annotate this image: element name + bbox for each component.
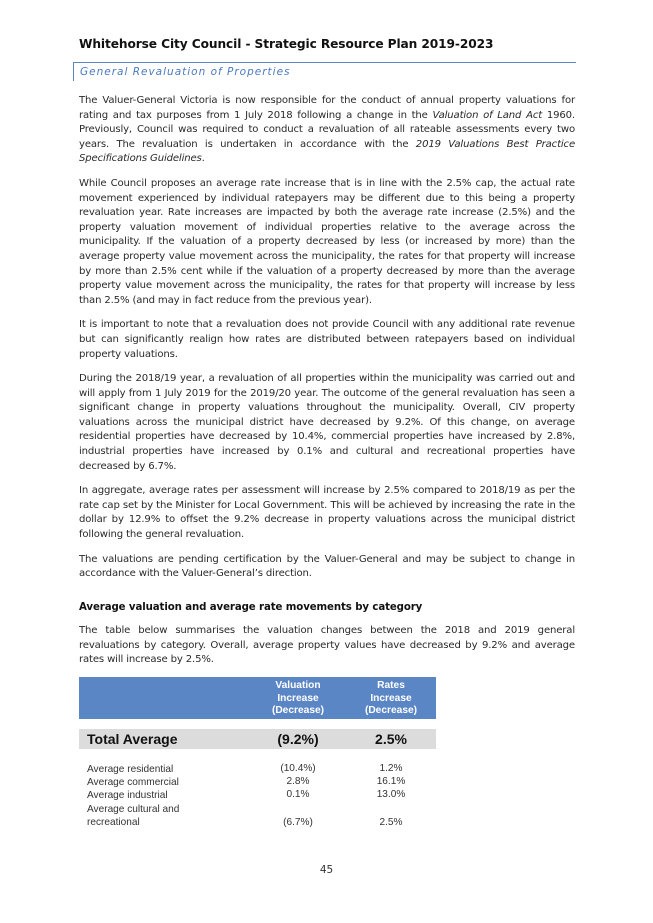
table-header-row	[79, 677, 436, 719]
section-title: General Revaluation of Properties	[80, 66, 291, 78]
row-valuation: (10.4%)	[280, 763, 316, 774]
valuation-header-line: Valuation	[275, 680, 321, 691]
page-header-title: Whitehorse City Council - Strategic Resource Plan 2019-2023	[79, 37, 494, 51]
valuation-header-line: Increase	[277, 692, 319, 704]
paragraph-6: The valuations are pending certification by the Valuer-General and may be subject to change in accordance with the Valuer-General’s direction.	[79, 553, 575, 580]
table-intro-text: The table below summarises the valuation changes between the 2018 and 2019 general revaluations by category. Overall, average property values have decreased by 9.2% and average rates will increase by 2.5%.	[79, 625, 575, 666]
row-valuation: (6.7%)	[283, 817, 313, 828]
row-valuation: 2.8%	[286, 776, 310, 787]
total-average-rates: 2.5%	[375, 731, 407, 747]
row-label: Average cultural and recreational	[87, 804, 180, 829]
paragraph-1-guidelines-name: 2019 Valuations Best Practice Specifications Guidelines	[79, 138, 575, 165]
table-subheading: Average valuation and average rate movements by category	[79, 602, 423, 613]
row-label: Average commercial	[87, 777, 179, 788]
paragraph-1-text-e: .	[201, 153, 205, 165]
rates-header-line: (Decrease)	[364, 705, 418, 716]
rates-header-line: Increase	[370, 692, 412, 704]
paragraph-1	[79, 94, 575, 167]
total-average-row	[79, 729, 436, 749]
paragraph-3: It is important to note that a revaluation does not provide Council with any additional rate revenue but can significantly realign how rates are distributed between ratepayers based on individual property valuations.	[79, 319, 575, 360]
row-rates: 13.0%	[376, 789, 406, 800]
row-label: Average industrial	[87, 790, 168, 801]
paragraph-2: While Council proposes an average rate increase that is in line with the 2.5% cap, the actual rate movement experienced by individual ratepayers may be different due to this being a property revaluation year. Rate increases are impacted by both the average rate increase (2.5%) and the property valuation movement of individual properties relative to the average across the municipality. If the valuation of a property decreased by less (or increased by more) than the average property value movement across the municipality, the rates for that property will increase by more than 2.5% cent while if the valuation of a property decreased by more than the average property value movement across the municipality, the rates for that property will increase by less than 2.5% (and may in fact reduce from the previous year).	[79, 177, 575, 306]
paragraph-5: In aggregate, average rates per assessment will increase by 2.5% compared to 2018/19 as per the rate cap set by the Minister for Local Government. This will be achieved by increasing the rate in the dollar by 12.9% to offset the 9.2% decrease in property valuations across the municipal district following the general revaluation.	[79, 485, 575, 541]
total-average-label: Total Average	[87, 731, 178, 747]
paragraph-1-text-c: 1960. Previously, Council was required to conduct a revaluation of all rateable assessments every two years. The revaluation is undertaken in accordance with the	[79, 109, 575, 150]
body-text	[79, 94, 575, 592]
page-number: 45	[319, 864, 334, 876]
row-rates: 2.5%	[379, 817, 403, 828]
paragraph-1-act-name: Valuation of Land Act	[432, 109, 543, 121]
rates-column-header	[355, 680, 427, 718]
row-rates: 16.1%	[376, 776, 406, 787]
section-heading-box	[73, 62, 576, 81]
row-valuation: 0.1%	[286, 789, 310, 800]
valuation-header-line: (Decrease)	[271, 705, 325, 716]
rates-header-line: Rates	[377, 680, 405, 691]
row-label: Average residential	[87, 764, 174, 775]
paragraph-1-text-a: The Valuer-General Victoria is now responsible for the conduct of annual property valuations for rating and tax purposes from 1 July 2018 following a change in the	[79, 95, 575, 121]
paragraph-4: During the 2018/19 year, a revaluation of all properties within the municipality was carried out and will apply from 1 July 2019 for the 2019/20 year. The outcome of the general revaluation has seen a significant change in property valuations throughout the municipality. Overall, CIV property valuations across the municipal district have decreased by 9.2%. Of this change, on average residential properties have decreased by 10.4%, commercial properties have increased by 2.8%, industrial properties have increased by 0.1% and cultural and recreational properties have decreased by 6.7%.	[79, 373, 575, 472]
total-average-valuation: (9.2%)	[277, 731, 319, 747]
table-intro	[79, 624, 575, 668]
row-rates: 1.2%	[379, 763, 403, 774]
valuation-column-header	[262, 680, 334, 718]
